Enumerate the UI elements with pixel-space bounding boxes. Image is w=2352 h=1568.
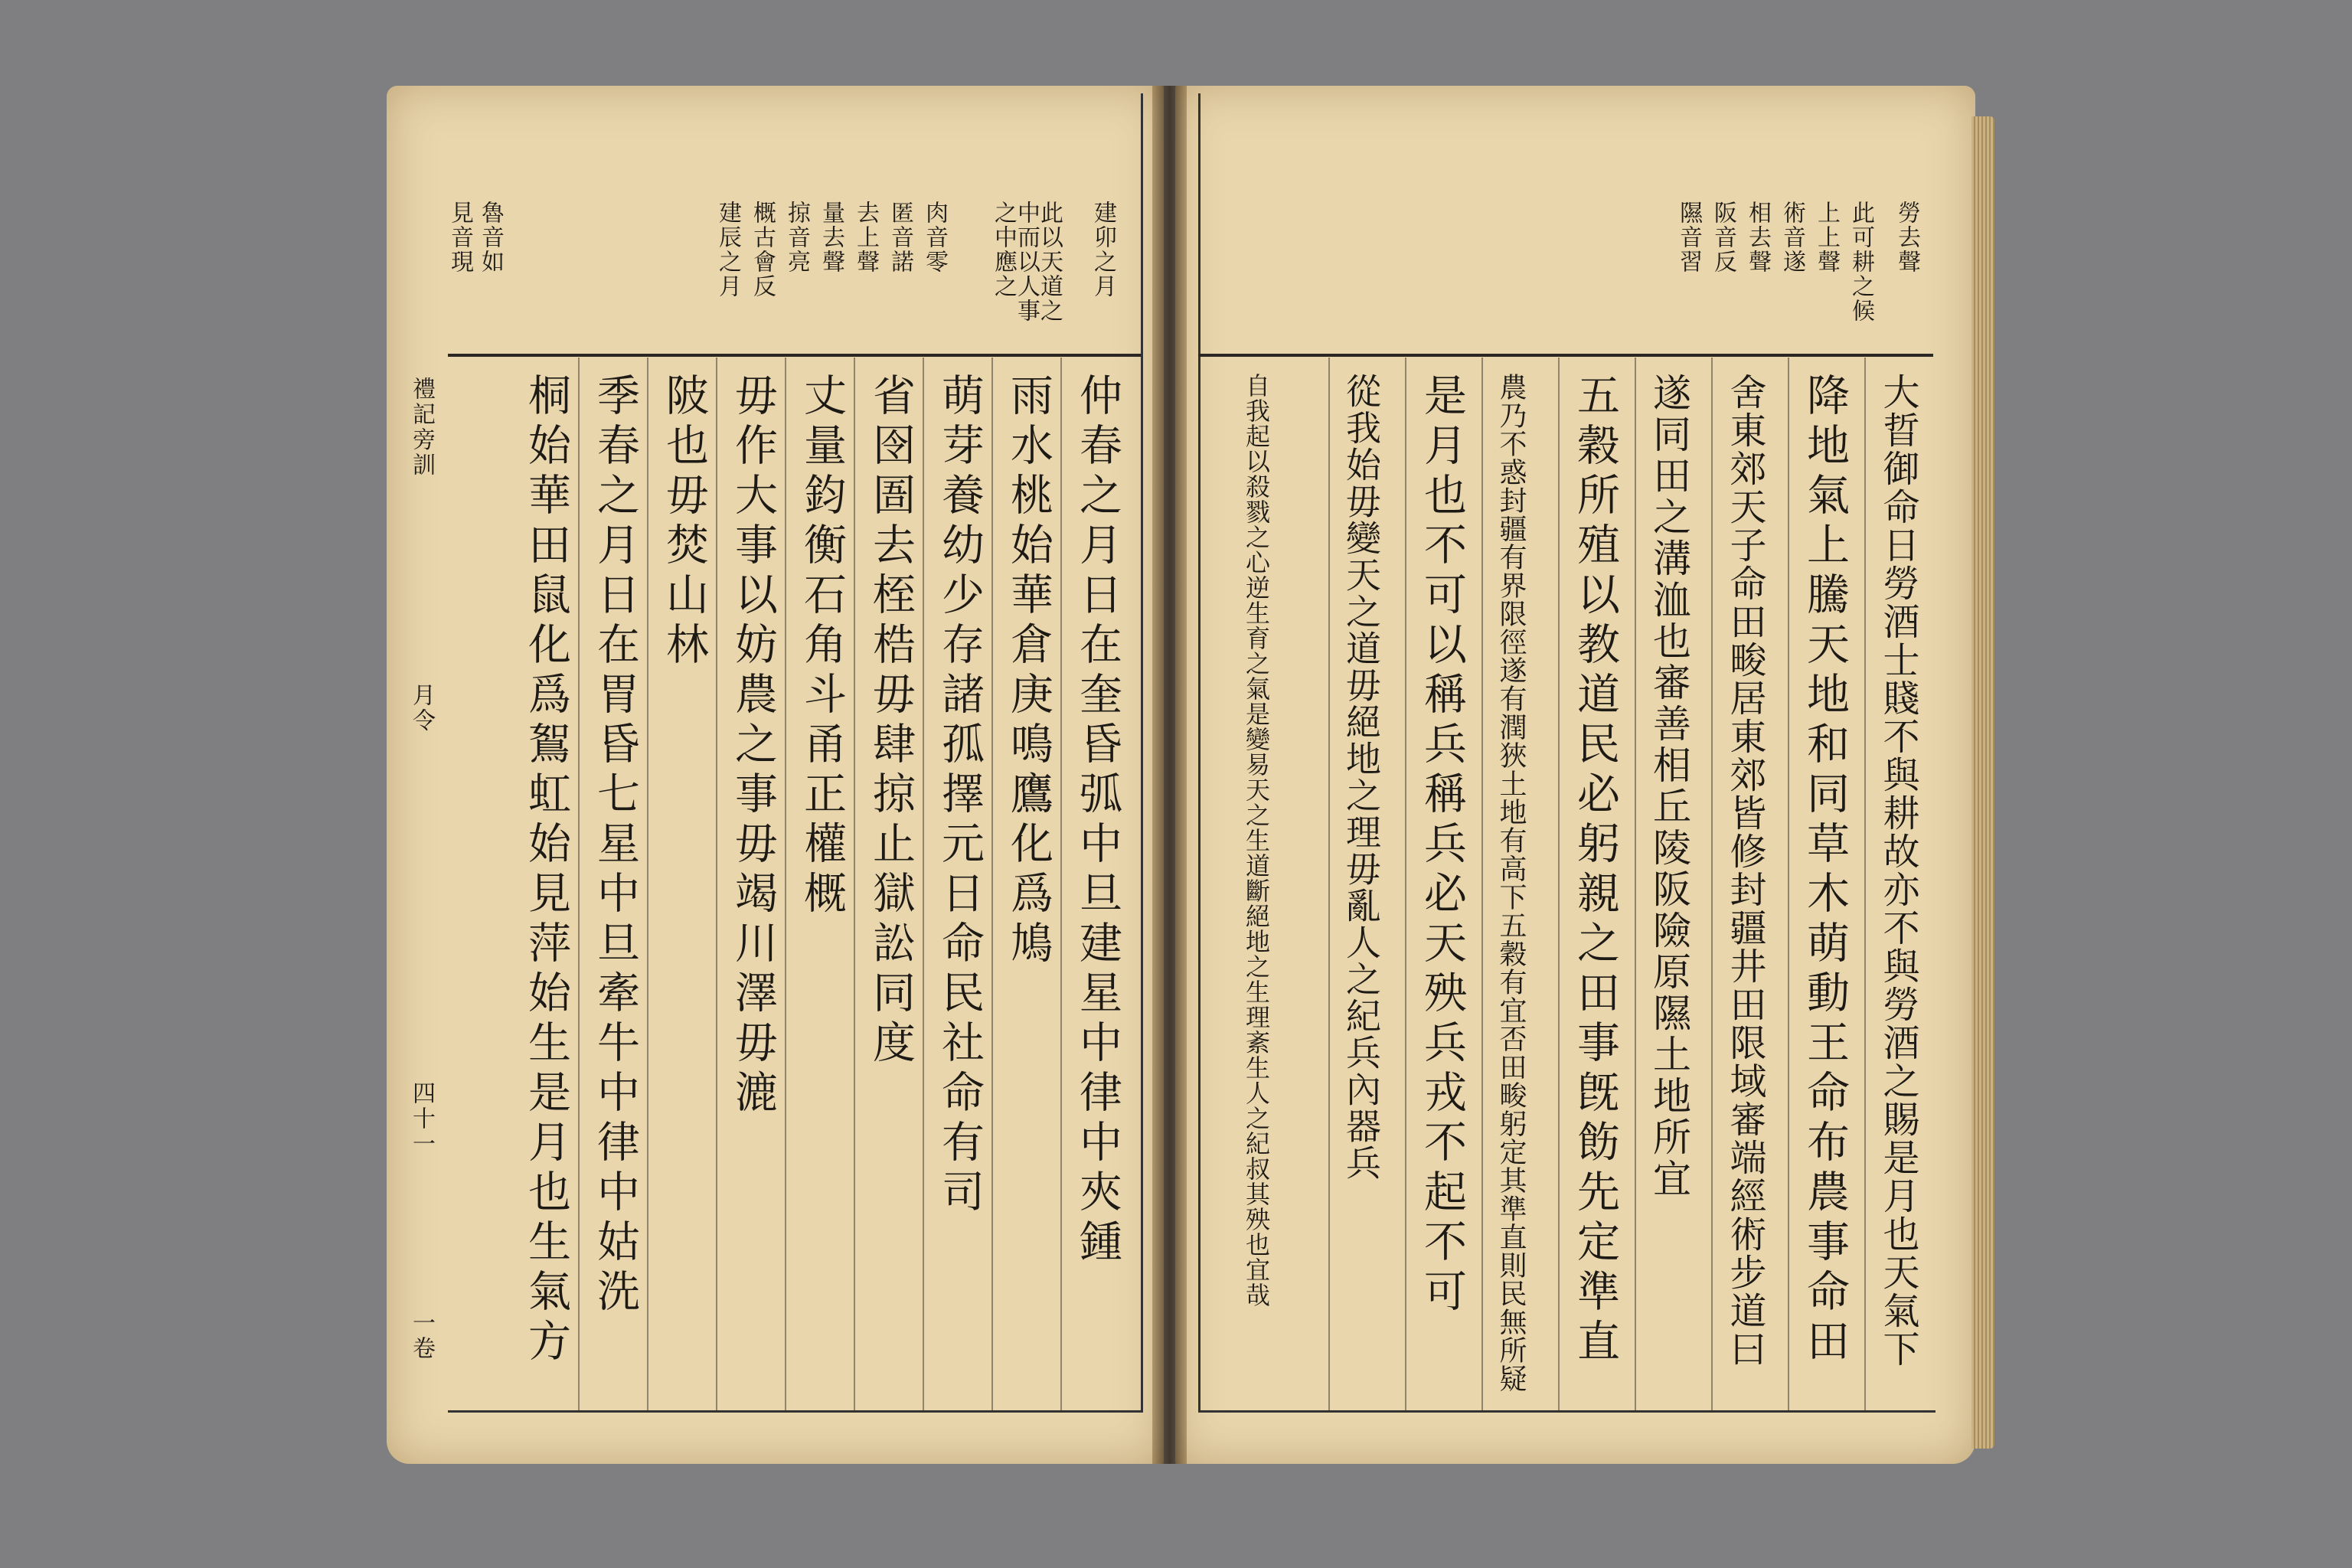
head-note: 上上聲: [1813, 201, 1840, 274]
text-column: 舍東郊天子命田畯居東郊皆修封疆井田限域審端經術步道曰: [1723, 373, 1766, 1368]
head-note: 勞去聲: [1893, 201, 1920, 274]
head-note: 建卯之月: [1089, 201, 1116, 299]
left-page: [387, 86, 1164, 1464]
head-note: 此以天道之中而以人事之中應之: [990, 201, 1063, 323]
text-column: 是月也不可以稱兵稱兵必天殃兵戎不起不可: [1417, 373, 1467, 1318]
text-column: 季春之月日在胃昏七星中旦牽牛中律中姑洗: [590, 373, 640, 1318]
column-rule: [1558, 358, 1560, 1410]
right-header-rule: [1198, 354, 1933, 357]
text-column: 農乃不惑封疆有界限徑遂有潤狹土地有高下五穀有宜否田畯躬定其準直則民無所疑: [1495, 373, 1527, 1393]
text-column: 自我起以殺戮之心逆生育之氣是變易天之生道斷絕地之生理紊生人之紀叔其殃也宜哉: [1242, 373, 1271, 1308]
text-column: 仲春之月日在奎昏弧中旦建星中律中夾鍾: [1073, 373, 1122, 1269]
head-note: 匿音諾: [887, 201, 913, 274]
text-column: 五穀所殖以教道民必躬親之田事旣飭先定準直: [1570, 373, 1620, 1368]
text-column: 省囹圄去桎梏毋肆掠止獄訟同度: [866, 373, 916, 1070]
text-column: 丈量鈞衡石角斗甬正權概: [797, 373, 847, 920]
head-note: 阪音反: [1710, 201, 1736, 274]
column-rule: [1635, 358, 1636, 1410]
column-rule: [1405, 358, 1406, 1410]
page-number: 四十一: [408, 1081, 435, 1157]
text-column: 遂同田之溝洫也審善相丘陵阪險原隰土地所宜: [1647, 373, 1691, 1200]
right-page: [1175, 86, 1975, 1464]
head-note: 隰音習: [1675, 201, 1702, 274]
head-note: 見音現: [446, 201, 473, 274]
text-column: 降地氣上騰天地和同草木萌動王命布農事命田: [1800, 373, 1850, 1368]
head-note: 去上聲: [852, 201, 879, 274]
volume-label: 一卷: [408, 1311, 435, 1361]
left-header-rule: [448, 354, 1141, 357]
column-rule: [923, 358, 924, 1410]
text-column: 陂也毋焚山林: [659, 373, 709, 671]
text-column: 大晢御命日勞酒士賤不與耕故亦不與勞酒之賜是月也天氣下: [1877, 373, 1919, 1368]
column-rule: [1481, 358, 1483, 1410]
column-rule: [1711, 358, 1713, 1410]
column-rule: [1060, 358, 1062, 1410]
text-column: 萌芽養幼少存諸孤擇元日命民社命有司: [935, 373, 985, 1219]
column-rule: [1788, 358, 1789, 1410]
column-rule: [578, 358, 580, 1410]
head-note: 相去聲: [1744, 201, 1771, 274]
column-rule: [1328, 358, 1330, 1410]
column-rule: [716, 358, 717, 1410]
book-gutter: [1152, 86, 1187, 1464]
column-rule: [647, 358, 648, 1410]
column-rule: [785, 358, 786, 1410]
head-note: 掠音亮: [783, 201, 810, 274]
head-note: 此可耕之候: [1847, 201, 1874, 323]
head-note: 術音遂: [1779, 201, 1805, 274]
text-column: 從我始毋變天之道毋絕地之理毋亂人之紀兵內器兵: [1341, 373, 1382, 1181]
head-note: 概古會反: [749, 201, 776, 299]
text-column: 雨水桃始華倉庚鳴鷹化爲鳩: [1004, 373, 1054, 970]
section-label: 月令: [408, 683, 435, 733]
text-column: 毋作大事以妨農之事毋竭川澤毋漉: [728, 373, 778, 1119]
head-note: 量去聲: [818, 201, 844, 274]
column-rule: [1864, 358, 1866, 1410]
head-note: 魯音如: [477, 201, 504, 274]
column-rule: [854, 358, 855, 1410]
head-note: 肉音零: [921, 201, 948, 274]
head-note: 建辰之月: [714, 201, 741, 299]
column-rule: [991, 358, 993, 1410]
text-column: 桐始華田鼠化爲鴽虹始見萍始生是月也生氣方: [521, 373, 571, 1368]
page-edges: [1971, 116, 1994, 1449]
margin-title: 禮記旁訓: [408, 377, 435, 478]
open-book: [387, 86, 1987, 1472]
